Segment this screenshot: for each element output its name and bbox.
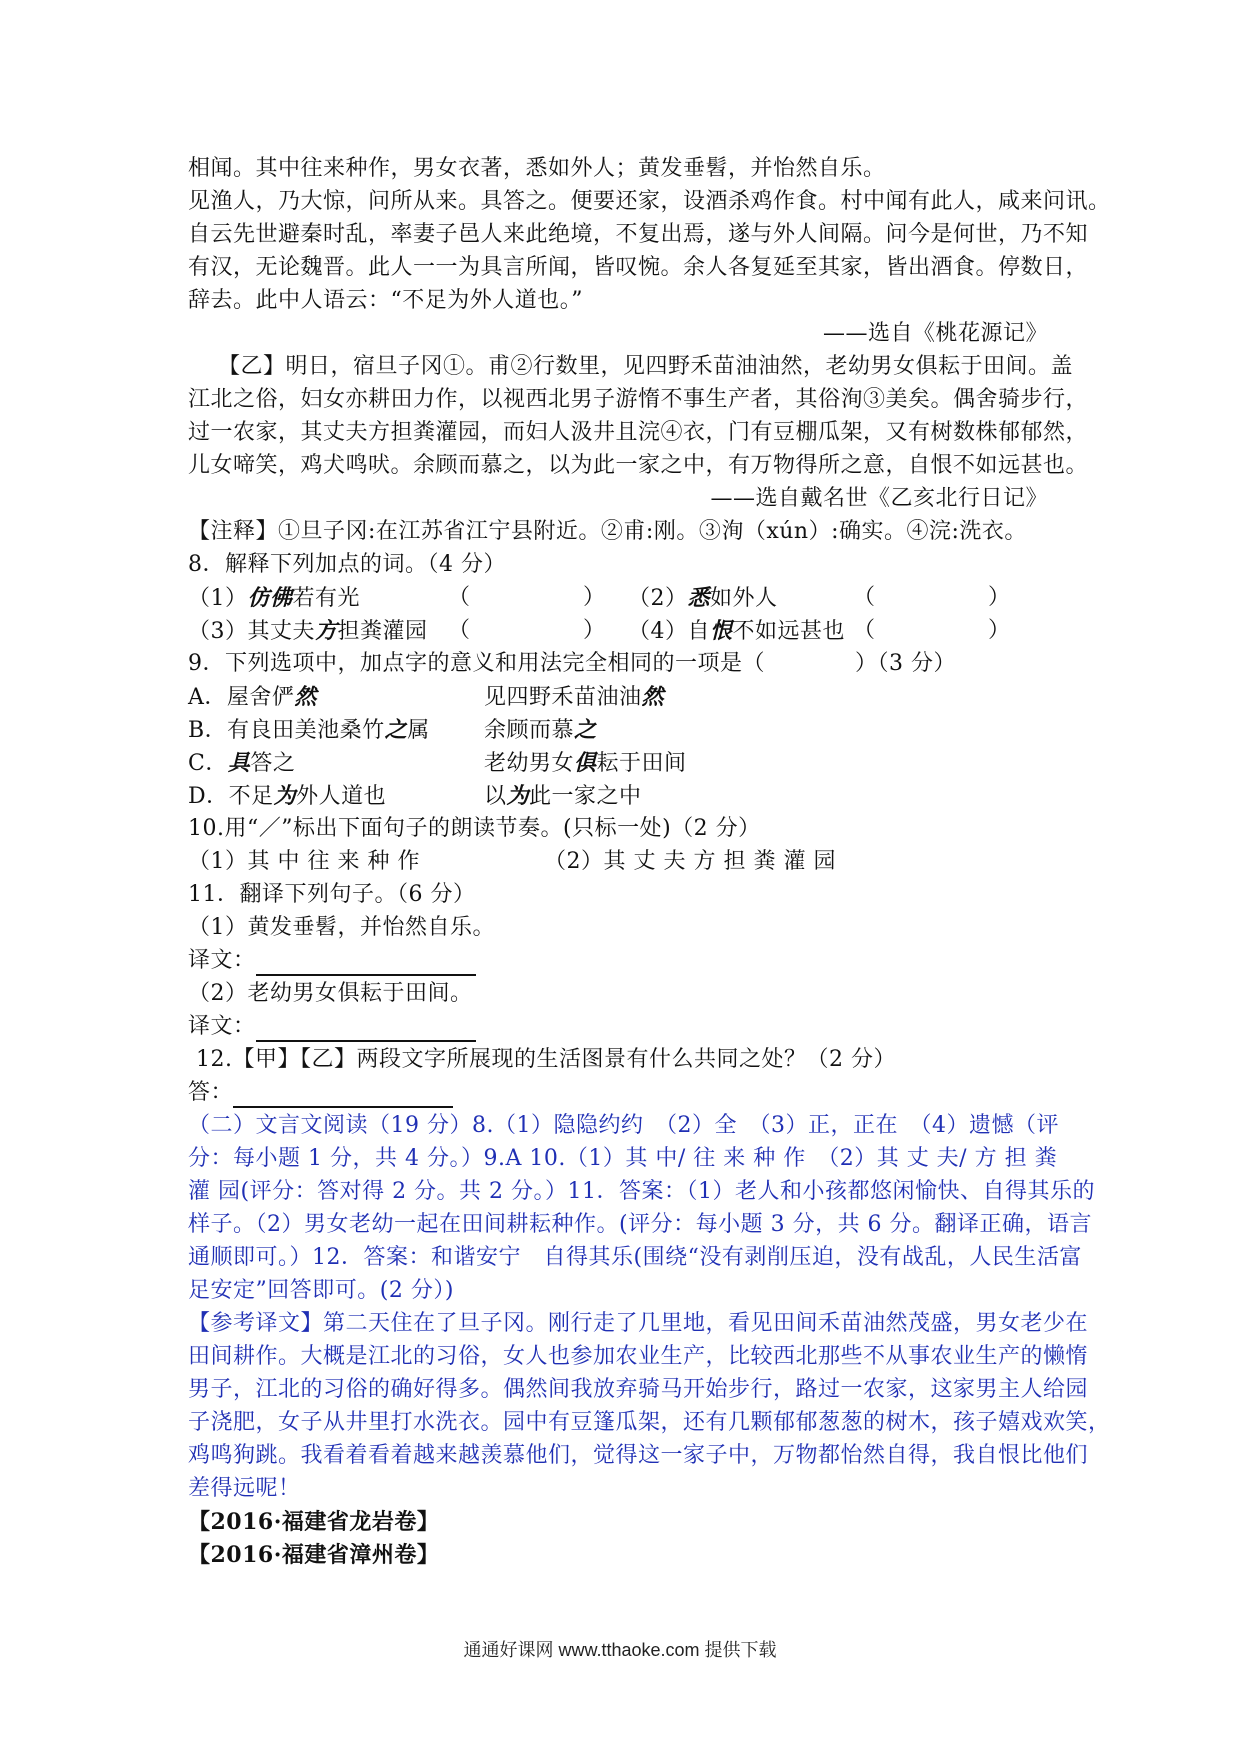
passage-line: 江北之俗，妇女亦耕田力作，以视西北男子游惰不事生产者，其俗洵③美矣。偶舍骑步行，: [188, 387, 1089, 412]
passage-line: 辞去。此中人语云：“不足为外人道也。”: [188, 288, 583, 313]
document-page: 相闻。其中往来种作，男女衣著，悉如外人；黄发垂髫，并怡然自乐。 见渔人，乃大惊，问所从来。具答之。便要还家，设酒杀鸡作食。村中闻有此人，咸来问讯。 自云先世避秦时乱，率妻子邑人来此绝境，不复出焉，遂与外人间隔。问今是何世，乃不知 有汉，无论魏晋。此人一一为具言所闻，皆叹惋。余人各复延至其家，皆出酒食。停数日， 辞去。此中人语云：“不足为外人道也。” ——选自《桃花源记》 【乙】明日，宿旦子冈①。甫②行数里，见四野禾苗油油然，老幼男女俱耘于田间。盖 江北之俗，妇女亦耕田力作，以视西北男子游惰不事生产者，其俗洵③美矣。偶舍骑步行， 过一农家，其丈夫方担粪灌园，而妇人汲井且浣④衣，门有豆棚瓜架，又有树数株郁郁然， 儿女啼笑，鸡犬鸣吠。余顾而慕之，以为此一家之中，有万物得所之意，自恨不如远甚也。 ——选自戴名世《乙亥北行日记》 【注释】①旦子冈:在江苏省江宁县附近。②甫:刚。③洵（xún）:确实。④浣:洗衣。 8．解释下列加点的词。（4 分） （1）仿佛若有光 （ ） （2）悉如外人 （ ） （3）其丈夫方担粪灌园 （ ） （4）自恨不如远甚也 （ ） 9．下列选项中，加点字的意义和用法完全相同的一项是（ ）（3 分） A．屋舍俨然 见四野禾苗油油然 B．有良田美池桑竹之属 余顾而慕之 C．具答之 老幼男女俱耘于田间 D．不足为外人道也 以为此一家之中 10.用“／”标出下面句子的朗读节奏。(只标一处)（2 分） （1）其 中 往 来 种 作 （2）其 丈 夫 方 担 粪 灌 园 11．翻译下列句子。（6 分） （1）黄发垂髫，并怡然自乐。 译文： （2）老幼男女俱耘于田间。 译文： 12.【甲】【乙】两段文字所展现的生活图景有什么共同之处？（2 分） 答： （二）文言文阅读（19 分）8.（1）隐隐约约 （2）全 （3）正，正在 （4）遗憾（评 分：每小题 1 分，共 4 分。）9.A 10.（1）其 中/ 往 来 种 作 （2）其 丈 夫/ 方 担 粪 灌 园(评分：答对得 2 分。共 2 分。）11．答案：（1）老人和小孩都悠闲愉快、自得其乐的 样子。（2）男女老幼一起在田间耕耘种作。(评分：每小题 3 分，共 6 分。翻译正确，语言 通顺即可。）12．答案：和谐安宁 自得其乐(围绕“没有剥削压迫，没有战乱，人民生活富 足安定”回答即可。(2 分）) 【参考译文】第二天住在了旦子冈。刚行走了几里地，看见田间禾苗油然茂盛，男女老少在 田间耕作。大概是江北的习俗，女人也参加农业生产，比较西北那些不从事农业生产的懒惰 男子，江北的习俗的确好得多。偶然间我放弃骑马开始步行，路过一农家，这家男主人给园 子浇肥，女子从井里打水洗衣。园中有豆篷瓜架，还有几颗郁郁葱葱的树木，孩子嬉戏欢笑， 鸡鸣狗跳。我看着看着越来越羡慕他们，觉得这一家子中，万物都怡然自得，我自恨比他们 差得远呢！ 【2016·福建省龙岩卷】 【2016·福建省漳州卷】 通通好课网 www.tthaoke.com 提供下载: [0, 0, 1240, 1754]
source-citation: ——选自《桃花源记》: [822, 321, 1048, 346]
q12-answer: 答：: [188, 1078, 1058, 1108]
q11-answer-1: 译文：: [188, 946, 1058, 976]
answer-line[interactable]: [256, 1018, 476, 1042]
q8-item: （3）其丈夫方担粪灌园: [188, 618, 428, 644]
q8-blank: （ ）: [853, 585, 1011, 610]
q8-blank: （ ）: [853, 618, 1011, 643]
q8-item: （2）悉如外人: [628, 585, 778, 611]
answer-line-text: （二）文言文阅读（19 分）8.（1）隐隐约约 （2）全 （3）正，正在 （4）遗憾（评: [188, 1113, 1059, 1138]
answer-line[interactable]: [256, 952, 476, 976]
translation-line: 鸡鸣狗跳。我看着看着越来越羡慕他们，觉得这一家子中，万物都怡然自得，我自恨比他们: [188, 1443, 1089, 1468]
passage-line: 见渔人，乃大惊，问所从来。具答之。便要还家，设酒杀鸡作食。村中闻有此人，咸来问讯。: [188, 189, 1111, 214]
translation-line: 【参考译文】第二天住在了旦子冈。刚行走了几里地，看见田间禾苗油然茂盛，男女老少在: [188, 1311, 1089, 1336]
passage-line: 儿女啼笑，鸡犬鸣吠。余顾而慕之，以为此一家之中，有万物得所之意，自恨不如远甚也。: [188, 453, 1089, 478]
answer-line-text: 通顺即可。）12．答案：和谐安宁 自得其乐(围绕“没有剥削压迫，没有战乱，人民生活富: [188, 1245, 1082, 1270]
translation-line: 子浇肥，女子从井里打水洗衣。园中有豆篷瓜架，还有几颗郁郁葱葱的树木，孩子嬉戏欢笑，: [188, 1410, 1111, 1435]
section-heading: 【2016·福建省龙岩卷】: [188, 1509, 440, 1535]
question-9-stem: 9．下列选项中，加点字的意义和用法完全相同的一项是（ ）（3 分）: [188, 651, 956, 676]
answer-line-text: 灌 园(评分：答对得 2 分。共 2 分。）11．答案：（1）老人和小孩都悠闲愉快、自得其乐的: [188, 1179, 1096, 1204]
passage-line: 过一农家，其丈夫方担粪灌园，而妇人汲井且浣④衣，门有豆棚瓜架，又有树数株郁郁然，: [188, 420, 1089, 445]
answer-line-text: 分：每小题 1 分，共 4 分。）9.A 10.（1）其 中/ 往 来 种 作 （2）其 丈 夫/ 方 担 粪: [188, 1146, 1058, 1171]
page-footer: 通通好课网 www.tthaoke.com 提供下载: [463, 1640, 777, 1660]
question-12-stem: 12.【甲】【乙】两段文字所展现的生活图景有什么共同之处？（2 分）: [196, 1047, 896, 1072]
passage-line: 【乙】明日，宿旦子冈①。甫②行数里，见四野禾苗油油然，老幼男女俱耘于田间。盖: [218, 354, 1074, 379]
q8-blank: （ ）: [448, 585, 606, 610]
q11-sentence-2: （2）老幼男女俱耘于田间。: [188, 981, 473, 1006]
answer-line[interactable]: [233, 1084, 453, 1108]
translation-line: 差得远呢！: [188, 1476, 301, 1501]
question-10-stem: 10.用“／”标出下面句子的朗读节奏。(只标一处)（2 分）: [188, 816, 761, 841]
translation-line: 田间耕作。大概是江北的习俗，女人也参加农业生产，比较西北那些不从事农业生产的懒惰: [188, 1344, 1089, 1369]
translation-line: 男子，江北的习俗的确好得多。偶然间我放弃骑马开始步行，路过一农家，这家男主人给园: [188, 1377, 1089, 1402]
passage-line: 有汉，无论魏晋。此人一一为具言所闻，皆叹惋。余人各复延至其家，皆出酒食。停数日，: [188, 255, 1089, 280]
q8-blank: （ ）: [448, 618, 606, 643]
passage-line: 自云先世避秦时乱，率妻子邑人来此绝境，不复出焉，遂与外人间隔。问今是何世，乃不知: [188, 222, 1089, 247]
q11-answer-2: 译文：: [188, 1012, 1058, 1042]
q8-item: （1）仿佛若有光: [188, 585, 361, 611]
answer-line-text: 样子。（2）男女老幼一起在田间耕耘种作。(评分：每小题 3 分，共 6 分。翻译正确，语言: [188, 1212, 1093, 1237]
passage-line: 相闻。其中往来种作，男女衣著，悉如外人；黄发垂髫，并怡然自乐。: [188, 156, 886, 181]
source-citation: ——选自戴名世《乙亥北行日记》: [710, 486, 1048, 511]
section-heading: 【2016·福建省漳州卷】: [188, 1542, 440, 1568]
notes: 【注释】①旦子冈:在江苏省江宁县附近。②甫:刚。③洵（xún）:确实。④浣:洗衣。: [188, 519, 1027, 544]
q8-item: （4）自恨不如远甚也: [628, 618, 846, 644]
q11-sentence-1: （1）黄发垂髫，并怡然自乐。: [188, 915, 495, 940]
answer-line-text: 足安定”回答即可。(2 分）): [188, 1278, 454, 1303]
question-11-stem: 11．翻译下列句子。（6 分）: [188, 882, 476, 907]
question-8-stem: 8．解释下列加点的词。（4 分）: [188, 552, 506, 577]
